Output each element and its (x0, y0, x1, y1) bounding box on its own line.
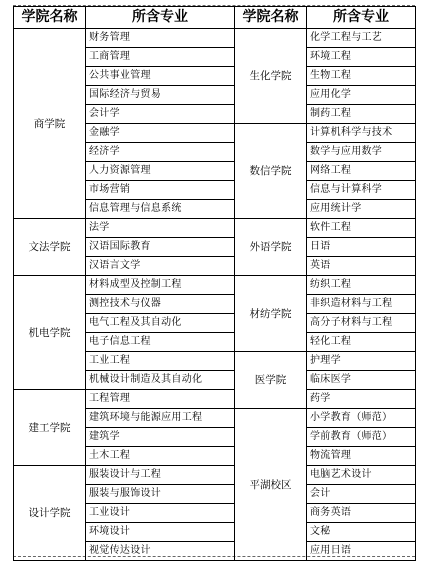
major-cell: 轻化工程 (307, 333, 416, 352)
table-row (14, 390, 416, 409)
school-name-cell: 设计学院 (14, 466, 86, 561)
table-row (14, 276, 416, 295)
table-row (14, 219, 416, 238)
major-cell: 土木工程 (86, 447, 235, 466)
major-cell: 电气工程及其自动化 (86, 314, 235, 333)
table-row (14, 466, 416, 485)
majors-sheet (13, 5, 415, 557)
header-school-left: 学院名称 (14, 7, 86, 29)
major-cell: 机械设计制造及其自动化 (86, 371, 235, 390)
major-cell: 公共事业管理 (86, 67, 235, 86)
major-cell: 金融学 (86, 124, 235, 143)
major-cell: 药学 (307, 390, 416, 409)
major-cell: 会计 (307, 485, 416, 504)
major-cell: 材料成型及控制工程 (86, 276, 235, 295)
school-name-cell: 商学院 (14, 29, 86, 219)
major-cell: 服装设计与工程 (86, 466, 235, 485)
major-cell: 非织造材料与工程 (307, 295, 416, 314)
school-name-cell: 生化学院 (235, 29, 307, 124)
major-cell: 汉语言文学 (86, 257, 235, 276)
major-cell: 应用日语 (307, 542, 416, 561)
major-cell: 信息管理与信息系统 (86, 200, 235, 219)
major-cell: 工业设计 (86, 504, 235, 523)
major-cell: 计算机科学与技术 (307, 124, 416, 143)
major-cell: 应用统计学 (307, 200, 416, 219)
major-cell: 应用化学 (307, 86, 416, 105)
major-cell: 化学工程与工艺 (307, 29, 416, 48)
major-cell: 建筑学 (86, 428, 235, 447)
header-school-right: 学院名称 (235, 7, 307, 29)
majors-table (13, 6, 416, 561)
major-cell: 工程管理 (86, 390, 235, 409)
major-cell: 视觉传达设计 (86, 542, 235, 561)
major-cell: 英语 (307, 257, 416, 276)
major-cell: 电子信息工程 (86, 333, 235, 352)
major-cell: 市场营销 (86, 181, 235, 200)
major-cell: 学前教育（师范） (307, 428, 416, 447)
table-row (14, 29, 416, 48)
major-cell: 环境设计 (86, 523, 235, 542)
major-cell: 工业工程 (86, 352, 235, 371)
major-cell: 小学教育（师范） (307, 409, 416, 428)
major-cell: 高分子材料与工程 (307, 314, 416, 333)
major-cell: 工商管理 (86, 48, 235, 67)
major-cell: 信息与计算科学 (307, 181, 416, 200)
major-cell: 建筑环境与能源应用工程 (86, 409, 235, 428)
major-cell: 法学 (86, 219, 235, 238)
major-cell: 护理学 (307, 352, 416, 371)
major-cell: 会计学 (86, 105, 235, 124)
major-cell: 经济学 (86, 143, 235, 162)
major-cell: 物流管理 (307, 447, 416, 466)
header-major-right: 所含专业 (307, 7, 416, 29)
school-name-cell: 外语学院 (235, 219, 307, 276)
major-cell: 日语 (307, 238, 416, 257)
major-cell: 汉语国际教育 (86, 238, 235, 257)
header-row (14, 7, 416, 29)
major-cell: 人力资源管理 (86, 162, 235, 181)
school-name-cell: 医学院 (235, 352, 307, 409)
school-name-cell: 数信学院 (235, 124, 307, 219)
school-name-cell: 材纺学院 (235, 276, 307, 352)
major-cell: 电脑艺术设计 (307, 466, 416, 485)
school-name-cell: 平湖校区 (235, 409, 307, 561)
major-cell: 软件工程 (307, 219, 416, 238)
major-cell: 国际经济与贸易 (86, 86, 235, 105)
major-cell: 财务管理 (86, 29, 235, 48)
major-cell: 制药工程 (307, 105, 416, 124)
major-cell: 商务英语 (307, 504, 416, 523)
header-major-left: 所含专业 (86, 7, 235, 29)
school-name-cell: 机电学院 (14, 276, 86, 390)
major-cell: 数学与应用数学 (307, 143, 416, 162)
major-cell: 服装与服饰设计 (86, 485, 235, 504)
major-cell: 纺织工程 (307, 276, 416, 295)
major-cell: 生物工程 (307, 67, 416, 86)
school-name-cell: 建工学院 (14, 390, 86, 466)
major-cell: 网络工程 (307, 162, 416, 181)
major-cell: 测控技术与仪器 (86, 295, 235, 314)
major-cell: 临床医学 (307, 371, 416, 390)
major-cell: 环境工程 (307, 48, 416, 67)
school-name-cell: 文法学院 (14, 219, 86, 276)
major-cell: 文秘 (307, 523, 416, 542)
